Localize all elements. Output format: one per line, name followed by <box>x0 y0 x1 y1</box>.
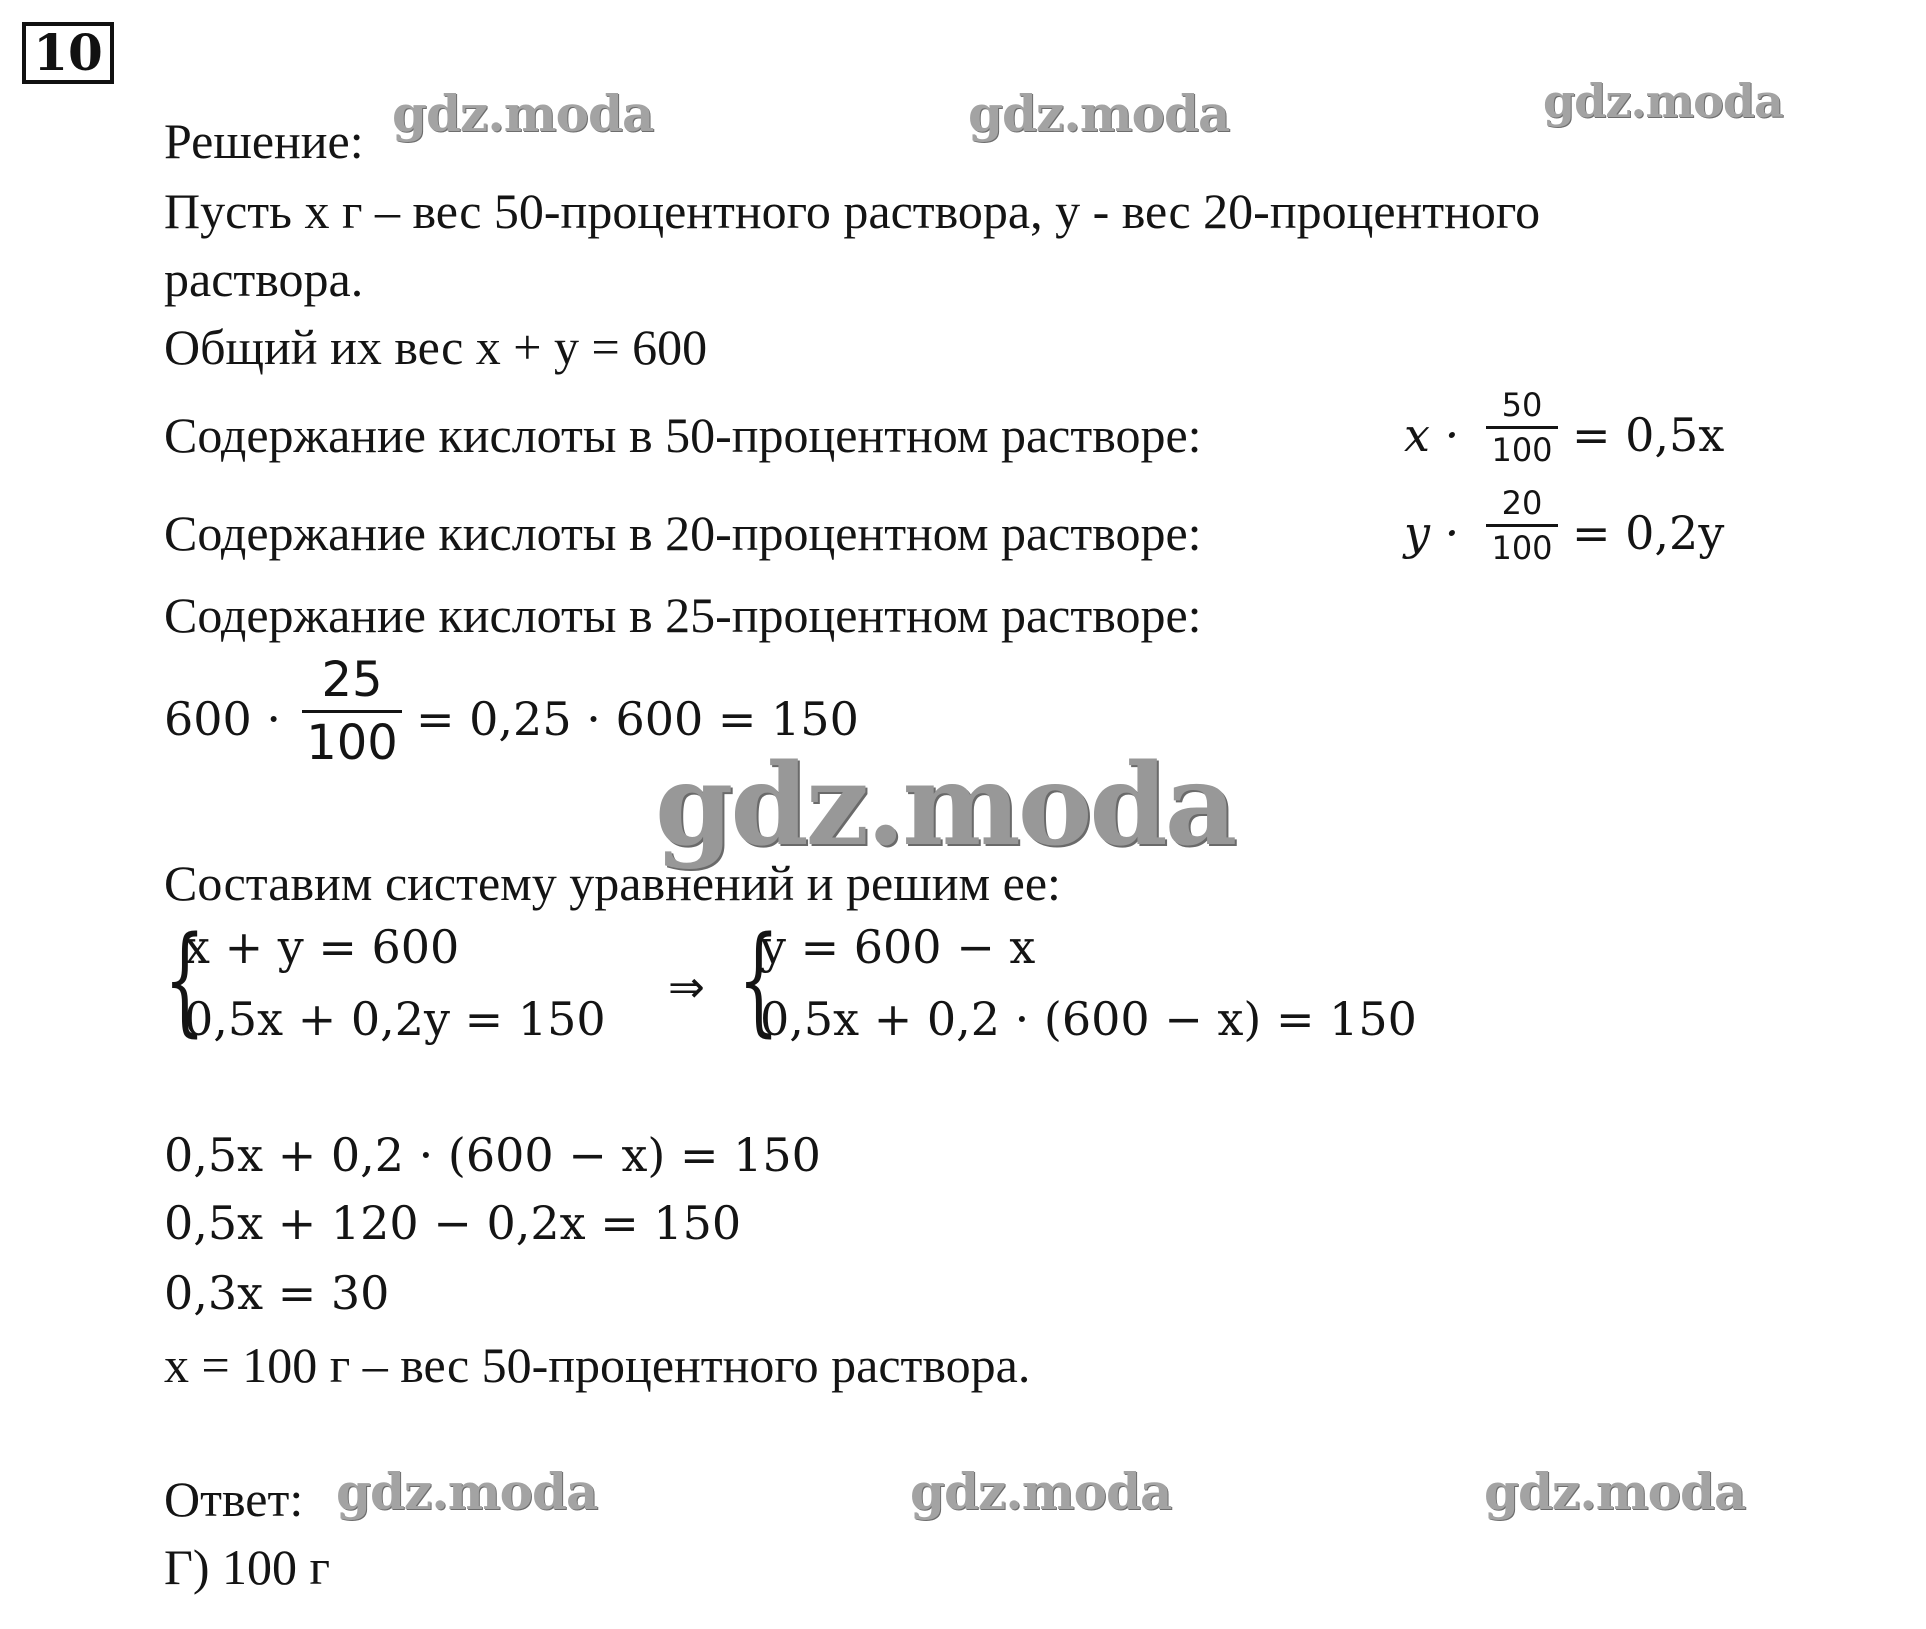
acid50-left: x · <box>1404 408 1460 462</box>
fraction-bar <box>1486 426 1558 429</box>
acid50-right: = 0,5x <box>1572 408 1725 462</box>
intro-line-2: раствора. <box>164 251 364 307</box>
acid50-label: Содержание кислоты в 50-процентном растворе: <box>164 407 1202 463</box>
watermark: gdz.moda <box>910 1462 1172 1521</box>
watermark: gdz.moda <box>655 740 1235 871</box>
system2-eq1: y = 600 − x <box>760 920 1036 974</box>
total-weight-line: Общий их вес x + y = 600 <box>164 319 708 375</box>
system1-eq1: x + y = 600 <box>184 920 460 974</box>
acid25-label: Содержание кислоты в 25-процентном растворе: <box>164 587 1202 643</box>
acid20-label: Содержание кислоты в 20-процентном растворе: <box>164 505 1202 561</box>
fraction-bar <box>1486 524 1558 527</box>
acid25-left: 600 · <box>164 692 282 746</box>
step-1: 0,5x + 0,2 · (600 − x) = 150 <box>164 1128 821 1182</box>
step-2: 0,5x + 120 − 0,2x = 150 <box>164 1196 742 1250</box>
acid20-right: = 0,2y <box>1572 506 1725 560</box>
acid50-frac-den: 100 <box>1491 431 1553 469</box>
intro-line-1: Пусть x г – вес 50-процентного раствора, y - вес 20-процентного <box>164 183 1541 239</box>
system2-eq2: 0,5x + 0,2 · (600 − x) = 150 <box>760 992 1417 1046</box>
acid20-frac-num: 20 <box>1501 484 1543 522</box>
system-label: Составим систему уравнений и решим ее: <box>164 855 1061 911</box>
acid20-left: y · <box>1404 506 1460 560</box>
system1-eq2: 0,5x + 0,2y = 150 <box>184 992 606 1046</box>
answer-value: Г) 100 г <box>164 1539 331 1595</box>
watermark: gdz.moda <box>392 84 654 143</box>
acid25-fraction <box>302 652 402 771</box>
acid50-frac-num: 50 <box>1501 386 1543 424</box>
implies-arrow: ⇒ <box>668 962 705 1013</box>
watermark: gdz.moda <box>336 1462 598 1521</box>
watermark: gdz.moda <box>1543 74 1783 128</box>
acid20-frac-den: 100 <box>1491 529 1553 567</box>
step-4: x = 100 г – вес 50-процентного раствора. <box>164 1337 1031 1393</box>
acid20-fraction <box>1486 484 1558 567</box>
watermark: gdz.moda <box>1484 1462 1746 1521</box>
solution-label: Решение: <box>164 113 364 169</box>
step-3: 0,3x = 30 <box>164 1266 390 1320</box>
acid50-fraction <box>1486 386 1558 469</box>
fraction-bar <box>302 710 402 713</box>
watermark: gdz.moda <box>968 84 1230 143</box>
answer-label: Ответ: <box>164 1471 304 1527</box>
acid25-frac-den: 100 <box>306 715 398 771</box>
system1-brace: { <box>164 910 206 1048</box>
acid25-frac-num: 25 <box>321 652 383 708</box>
problem-number-box: 10 <box>22 22 114 84</box>
system2-brace: { <box>738 910 780 1048</box>
acid25-right: = 0,25 · 600 = 150 <box>416 692 859 746</box>
